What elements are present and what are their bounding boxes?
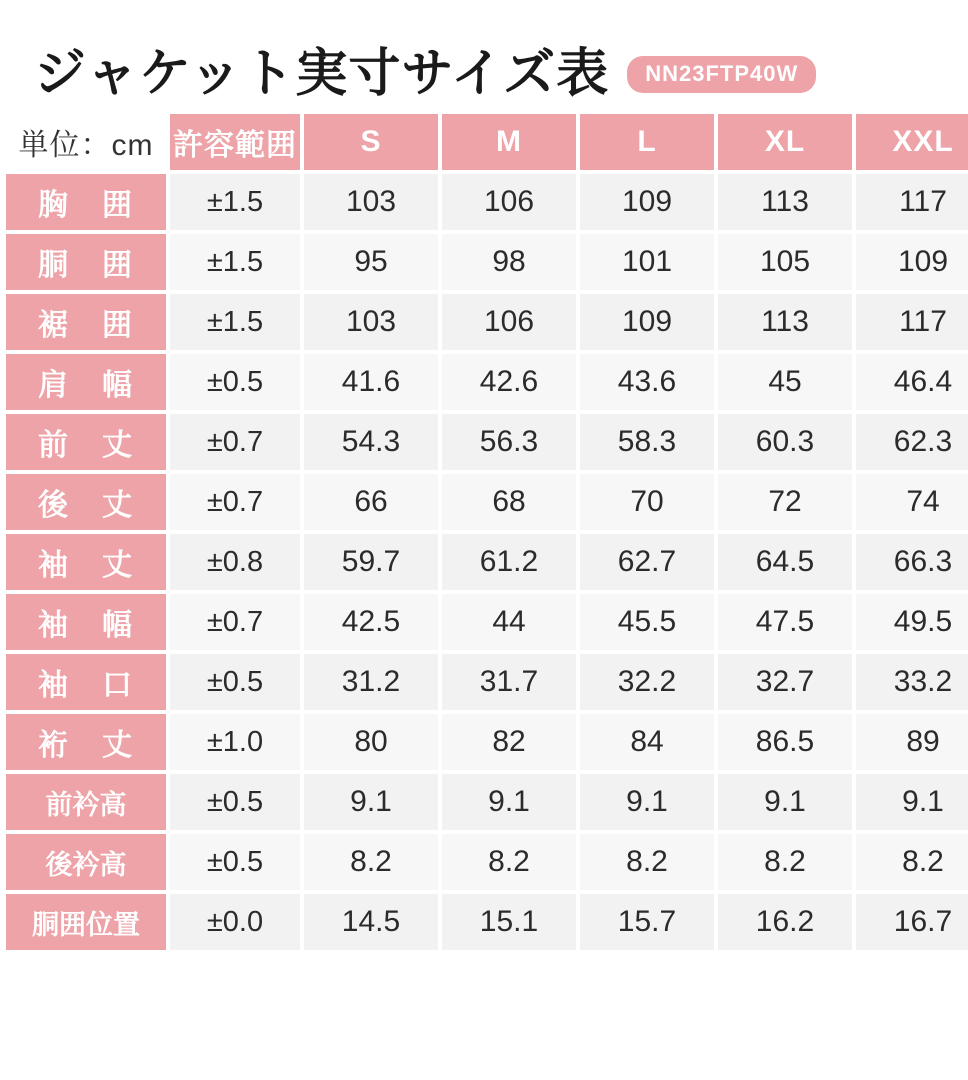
cell-s: 54.3 [304,414,438,470]
cell-xxl: 9.1 [856,774,968,830]
cell-tolerance: ±0.5 [170,774,300,830]
cell-xxl: 117 [856,294,968,350]
cell-s: 103 [304,294,438,350]
table-header-row [6,114,968,170]
cell-xl: 45 [718,354,852,410]
table-row [6,474,968,530]
unit-label: 単位：cm [6,114,166,170]
table-body [6,174,968,950]
row-label: 裄 丈 [6,714,166,770]
cell-m: 15.1 [442,894,576,950]
cell-xxl: 8.2 [856,834,968,890]
cell-s: 9.1 [304,774,438,830]
cell-s: 14.5 [304,894,438,950]
cell-l: 9.1 [580,774,714,830]
cell-m: 31.7 [442,654,576,710]
table-row [6,234,968,290]
cell-l: 8.2 [580,834,714,890]
row-label: 袖 口 [6,654,166,710]
cell-xl: 32.7 [718,654,852,710]
cell-s: 95 [304,234,438,290]
cell-xl: 47.5 [718,594,852,650]
cell-s: 66 [304,474,438,530]
cell-tolerance: ±1.5 [170,234,300,290]
cell-l: 32.2 [580,654,714,710]
row-label: 前 丈 [6,414,166,470]
cell-xxl: 109 [856,234,968,290]
cell-l: 109 [580,294,714,350]
table-row [6,774,968,830]
table-row [6,174,968,230]
cell-m: 106 [442,174,576,230]
cell-l: 70 [580,474,714,530]
cell-xxl: 33.2 [856,654,968,710]
size-table [2,110,968,954]
cell-s: 59.7 [304,534,438,590]
column-header-m: M [442,114,576,170]
column-header-xl: XL [718,114,852,170]
column-header-xxl: XXL [856,114,968,170]
table-row [6,654,968,710]
table-row [6,714,968,770]
cell-s: 42.5 [304,594,438,650]
cell-xl: 60.3 [718,414,852,470]
row-label: 肩 幅 [6,354,166,410]
cell-xl: 9.1 [718,774,852,830]
cell-s: 31.2 [304,654,438,710]
table-row [6,354,968,410]
cell-m: 8.2 [442,834,576,890]
cell-xl: 105 [718,234,852,290]
row-label: 胴囲位置 [6,894,166,950]
cell-xl: 8.2 [718,834,852,890]
cell-m: 82 [442,714,576,770]
cell-xxl: 46.4 [856,354,968,410]
cell-xxl: 49.5 [856,594,968,650]
cell-xxl: 89 [856,714,968,770]
cell-xxl: 16.7 [856,894,968,950]
cell-l: 58.3 [580,414,714,470]
cell-l: 109 [580,174,714,230]
cell-xl: 113 [718,174,852,230]
cell-xl: 16.2 [718,894,852,950]
cell-xxl: 66.3 [856,534,968,590]
row-label: 袖 丈 [6,534,166,590]
row-label: 前衿高 [6,774,166,830]
cell-l: 45.5 [580,594,714,650]
cell-l: 101 [580,234,714,290]
row-label: 胸 囲 [6,174,166,230]
table-row [6,534,968,590]
table-row [6,894,968,950]
cell-tolerance: ±0.5 [170,654,300,710]
cell-l: 43.6 [580,354,714,410]
row-label: 裾 囲 [6,294,166,350]
cell-m: 98 [442,234,576,290]
cell-xl: 72 [718,474,852,530]
cell-s: 103 [304,174,438,230]
cell-m: 44 [442,594,576,650]
cell-tolerance: ±1.5 [170,174,300,230]
column-header-l: L [580,114,714,170]
table-row [6,594,968,650]
cell-l: 84 [580,714,714,770]
cell-xl: 86.5 [718,714,852,770]
cell-m: 68 [442,474,576,530]
table-row [6,414,968,470]
row-label: 後 丈 [6,474,166,530]
cell-m: 61.2 [442,534,576,590]
cell-tolerance: ±0.5 [170,354,300,410]
cell-tolerance: ±0.8 [170,534,300,590]
cell-tolerance: ±0.7 [170,594,300,650]
cell-xxl: 74 [856,474,968,530]
page-title: ジャケット実寸サイズ表 [34,45,610,103]
cell-xl: 64.5 [718,534,852,590]
cell-tolerance: ±0.5 [170,834,300,890]
table-row [6,294,968,350]
row-label: 後衿高 [6,834,166,890]
cell-s: 80 [304,714,438,770]
row-label: 胴 囲 [6,234,166,290]
cell-tolerance: ±0.7 [170,414,300,470]
column-header-s: S [304,114,438,170]
cell-s: 8.2 [304,834,438,890]
cell-tolerance: ±0.0 [170,894,300,950]
cell-xxl: 62.3 [856,414,968,470]
column-header-tolerance: 許容範囲 [170,114,300,170]
table-row [6,834,968,890]
cell-tolerance: ±0.7 [170,474,300,530]
row-label: 袖 幅 [6,594,166,650]
cell-m: 56.3 [442,414,576,470]
cell-s: 41.6 [304,354,438,410]
cell-m: 9.1 [442,774,576,830]
cell-xxl: 117 [856,174,968,230]
cell-xl: 113 [718,294,852,350]
cell-m: 106 [442,294,576,350]
cell-l: 15.7 [580,894,714,950]
cell-tolerance: ±1.0 [170,714,300,770]
title-row [0,0,968,110]
model-code-badge: NN23FTP40W [627,56,816,93]
cell-l: 62.7 [580,534,714,590]
cell-tolerance: ±1.5 [170,294,300,350]
cell-m: 42.6 [442,354,576,410]
